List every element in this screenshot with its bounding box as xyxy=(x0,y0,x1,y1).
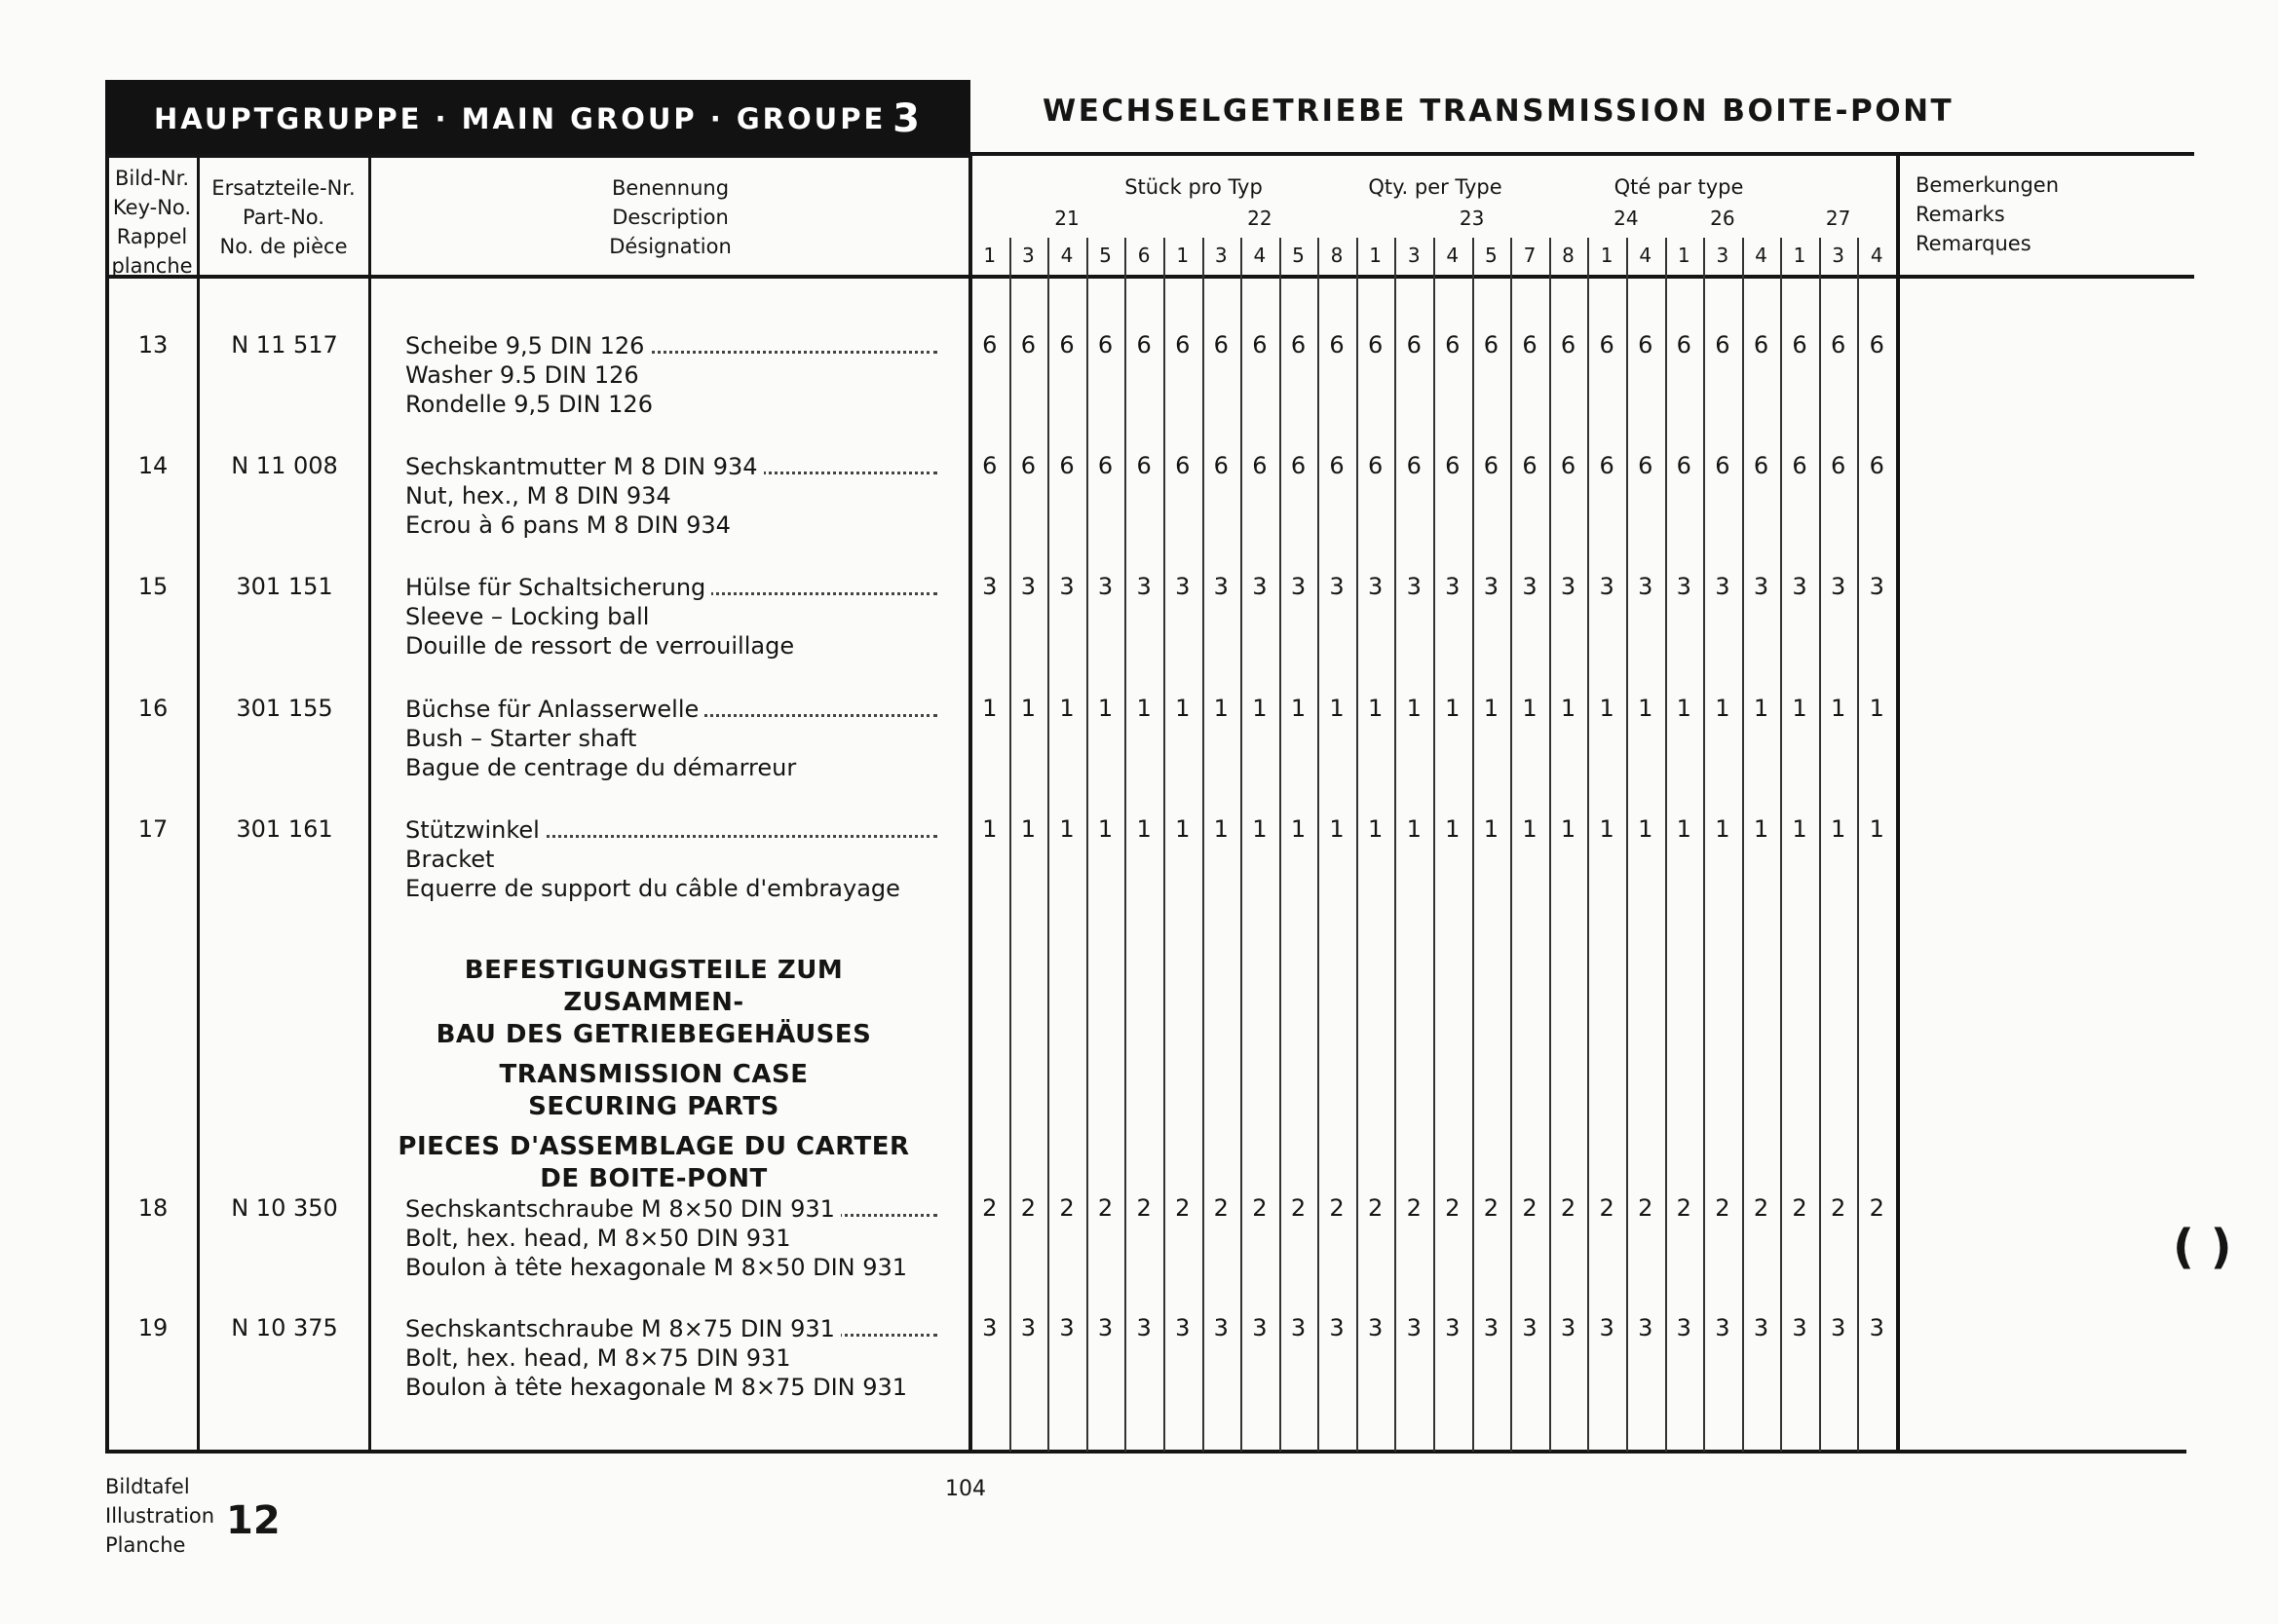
plate-number: 12 xyxy=(226,1498,281,1543)
qty-value: 3 xyxy=(1406,573,1422,600)
type-group-label: 22 xyxy=(1247,207,1272,230)
type-sub-label: 6 xyxy=(1137,244,1151,267)
qty-value: 3 xyxy=(1020,1314,1037,1341)
qty-value: 6 xyxy=(1869,331,1884,359)
qty-value: 3 xyxy=(1290,1314,1307,1341)
qty-col-line xyxy=(1703,238,1705,1452)
qty-col-line xyxy=(1009,238,1011,1452)
main-group-banner xyxy=(105,80,970,158)
qty-value: 1 xyxy=(982,695,998,722)
qty-value: 1 xyxy=(1445,695,1461,722)
qty-value: 6 xyxy=(1445,452,1461,479)
qty-value: 3 xyxy=(1445,573,1461,600)
qty-label-en: Qty. per Type xyxy=(1368,175,1502,199)
qty-value: 6 xyxy=(1252,331,1268,359)
qty-value: 2 xyxy=(1136,1194,1152,1222)
qty-value: 6 xyxy=(1367,331,1384,359)
qty-value: 3 xyxy=(1213,1314,1229,1341)
qty-value: 2 xyxy=(1367,1194,1384,1222)
type-group-label: 26 xyxy=(1710,207,1735,230)
qty-value: 6 xyxy=(1059,452,1075,479)
qty-value: 3 xyxy=(1329,1314,1345,1341)
part-number: 301 151 xyxy=(236,573,333,600)
qty-value: 6 xyxy=(1175,331,1191,359)
type-sub-label: 1 xyxy=(1600,244,1614,267)
qty-value: 2 xyxy=(1175,1194,1191,1222)
description-line: Hülse für Schaltsicherung xyxy=(405,573,711,602)
qty-value: 1 xyxy=(1715,815,1730,843)
qty-value: 6 xyxy=(1676,331,1691,359)
qty-col-line xyxy=(1279,238,1281,1452)
description-line: Equerre de support du câble d'embrayage xyxy=(405,874,906,903)
type-sub-label: 3 xyxy=(1214,244,1228,267)
qty-value: 1 xyxy=(1445,815,1461,843)
qty-value: 3 xyxy=(1290,573,1307,600)
type-sub-label: 4 xyxy=(1060,244,1074,267)
qty-value: 3 xyxy=(1676,573,1691,600)
qty-value: 1 xyxy=(1290,815,1307,843)
type-sub-label: 7 xyxy=(1523,244,1537,267)
plate-labels: Bildtafel Illustration Planche xyxy=(105,1475,215,1557)
qty-value: 6 xyxy=(1329,331,1345,359)
qty-col-line xyxy=(1742,238,1744,1452)
column-header-rule xyxy=(105,275,2194,279)
qty-value: 3 xyxy=(1715,1314,1730,1341)
header-rule-right xyxy=(970,152,2194,156)
col-divider-part xyxy=(368,156,371,1452)
qty-value: 6 xyxy=(1329,452,1345,479)
col-divider-key xyxy=(197,156,200,1452)
part-number: N 10 375 xyxy=(231,1314,338,1341)
description-line: Rondelle 9,5 DIN 126 xyxy=(405,390,659,419)
description-line: Bolt, hex. head, M 8×75 DIN 931 xyxy=(405,1343,797,1373)
qty-value: 6 xyxy=(1290,452,1307,479)
type-sub-label: 1 xyxy=(1793,244,1806,267)
qty-value: 6 xyxy=(1715,452,1730,479)
qty-value: 6 xyxy=(1483,331,1500,359)
qty-value: 1 xyxy=(1097,815,1114,843)
qty-value: 1 xyxy=(1676,695,1691,722)
qty-value: 3 xyxy=(1792,573,1807,600)
qty-col-line xyxy=(1587,238,1589,1452)
header-rule-left xyxy=(105,154,970,158)
qty-value: 6 xyxy=(982,452,998,479)
qty-value: 3 xyxy=(982,1314,998,1341)
qty-value: 1 xyxy=(1792,815,1807,843)
type-group-label: 21 xyxy=(1054,207,1080,230)
qty-value: 2 xyxy=(1329,1194,1345,1222)
qty-col-line xyxy=(1510,238,1512,1452)
part-no-header: Ersatzteile-Nr. Part-No. No. de pièce xyxy=(211,176,356,258)
qty-value: 6 xyxy=(1792,452,1807,479)
qty-value: 1 xyxy=(1367,815,1384,843)
qty-value: 1 xyxy=(1097,695,1114,722)
qty-value: 2 xyxy=(1252,1194,1268,1222)
qty-value: 1 xyxy=(1367,695,1384,722)
qty-value: 3 xyxy=(1792,1314,1807,1341)
description-line: Bracket xyxy=(405,845,500,874)
qty-value: 1 xyxy=(1252,695,1268,722)
qty-value: 6 xyxy=(1406,452,1422,479)
qty-value: 3 xyxy=(1097,573,1114,600)
qty-value: 6 xyxy=(1599,452,1614,479)
qty-value: 2 xyxy=(1792,1194,1807,1222)
qty-value: 1 xyxy=(1252,815,1268,843)
qty-value: 2 xyxy=(1522,1194,1538,1222)
key-number: 15 xyxy=(137,573,169,600)
qty-value: 2 xyxy=(1869,1194,1884,1222)
qty-value: 2 xyxy=(1097,1194,1114,1222)
qty-value: 1 xyxy=(1522,695,1538,722)
qty-col-line xyxy=(1124,238,1126,1452)
qty-value: 3 xyxy=(1252,573,1268,600)
type-sub-label: 4 xyxy=(1755,244,1767,267)
type-sub-label: 3 xyxy=(1407,244,1421,267)
qty-value: 1 xyxy=(1869,695,1884,722)
qty-value: 3 xyxy=(1830,1314,1846,1341)
key-number: 14 xyxy=(137,452,169,479)
description-line: Boulon à tête hexagonale M 8×75 DIN 931 xyxy=(405,1373,913,1402)
description-line: Douille de ressort de verrouillage xyxy=(405,631,800,661)
qty-value: 6 xyxy=(1097,331,1114,359)
section-heading: BEFESTIGUNGSTEILE ZUM ZUSAMMEN- BAU DES GETRIEBEGEHÄUSES TRANSMISSION CASE SECURING PARTS PIECES D'ASSEMBLAGE DU CARTER DE BOITE-PONT xyxy=(398,956,910,1193)
qty-value: 3 xyxy=(1483,573,1500,600)
qty-value: 6 xyxy=(1869,452,1884,479)
type-sub-label: 4 xyxy=(1446,244,1460,267)
qty-value: 3 xyxy=(1213,573,1229,600)
qty-col-line xyxy=(1819,238,1821,1452)
description-line: Washer 9.5 DIN 126 xyxy=(405,360,645,390)
qty-value: 1 xyxy=(1560,815,1576,843)
description-line: Sechskantschraube M 8×75 DIN 931 xyxy=(405,1314,841,1343)
qty-value: 3 xyxy=(1406,1314,1422,1341)
qty-value: 2 xyxy=(982,1194,998,1222)
key-number: 17 xyxy=(137,815,169,843)
qty-col-line xyxy=(1549,238,1551,1452)
qty-value: 3 xyxy=(1252,1314,1268,1341)
qty-value: 3 xyxy=(1715,573,1730,600)
qty-value: 6 xyxy=(1522,331,1538,359)
qty-value: 1 xyxy=(1599,695,1614,722)
qty-value: 6 xyxy=(1406,331,1422,359)
description-line: Scheibe 9,5 DIN 126 xyxy=(405,331,650,360)
qty-value: 3 xyxy=(1753,573,1769,600)
table-bottom-rule xyxy=(105,1450,2186,1454)
key-no-header: Bild-Nr. Key-No. Rappel planche xyxy=(111,167,193,278)
qty-value: 1 xyxy=(1020,815,1037,843)
qty-value: 1 xyxy=(1830,695,1846,722)
qty-value: 1 xyxy=(1020,695,1037,722)
qty-value: 6 xyxy=(1445,331,1461,359)
qty-value: 2 xyxy=(1638,1194,1653,1222)
qty-value: 6 xyxy=(1136,331,1152,359)
qty-value: 3 xyxy=(1869,1314,1884,1341)
qty-value: 1 xyxy=(1753,815,1769,843)
description-line: Sechskantschraube M 8×50 DIN 931 xyxy=(405,1194,841,1224)
qty-value: 1 xyxy=(1715,695,1730,722)
type-group-label: 27 xyxy=(1825,207,1851,230)
qty-value: 3 xyxy=(1097,1314,1114,1341)
qty-value: 3 xyxy=(1020,573,1037,600)
qty-value: 1 xyxy=(1136,695,1152,722)
qty-value: 6 xyxy=(1560,331,1576,359)
qty-value: 6 xyxy=(1213,452,1229,479)
qty-value: 3 xyxy=(1869,573,1884,600)
qty-value: 6 xyxy=(1252,452,1268,479)
type-sub-label: 8 xyxy=(1562,244,1575,267)
qty-value: 3 xyxy=(1522,1314,1538,1341)
qty-value: 6 xyxy=(1097,452,1114,479)
qty-value: 6 xyxy=(1753,452,1769,479)
description-line: Nut, hex., M 8 DIN 934 xyxy=(405,481,677,510)
qty-value: 3 xyxy=(1136,1314,1152,1341)
qty-value: 1 xyxy=(1406,815,1422,843)
qty-value: 3 xyxy=(1175,573,1191,600)
part-number: N 11 517 xyxy=(231,331,338,359)
part-number: N 11 008 xyxy=(231,452,338,479)
qty-value: 3 xyxy=(1638,573,1653,600)
qty-col-line xyxy=(1047,238,1049,1452)
qty-value: 2 xyxy=(1406,1194,1422,1222)
qty-value: 1 xyxy=(1792,695,1807,722)
type-sub-label: 3 xyxy=(1022,244,1035,267)
part-number: 301 155 xyxy=(236,695,333,722)
type-sub-label: 4 xyxy=(1870,244,1883,267)
description-header: Benennung Description Désignation xyxy=(609,176,732,258)
qty-value: 2 xyxy=(1560,1194,1576,1222)
col-divider-remarks xyxy=(1896,156,1900,1452)
qty-value: 6 xyxy=(1599,331,1614,359)
qty-value: 3 xyxy=(1136,573,1152,600)
qty-value: 1 xyxy=(1059,815,1075,843)
qty-value: 3 xyxy=(1599,573,1614,600)
qty-col-line xyxy=(1433,238,1435,1452)
qty-value: 1 xyxy=(1638,695,1653,722)
qty-value: 3 xyxy=(1175,1314,1191,1341)
description-line: Bague de centrage du démarreur xyxy=(405,753,802,782)
qty-label-de: Stück pro Typ xyxy=(1124,175,1263,199)
qty-value: 3 xyxy=(1367,573,1384,600)
qty-value: 6 xyxy=(1059,331,1075,359)
type-sub-label: 1 xyxy=(983,244,997,267)
description-line: Boulon à tête hexagonale M 8×50 DIN 931 xyxy=(405,1253,913,1282)
qty-value: 6 xyxy=(1676,452,1691,479)
qty-value: 3 xyxy=(1830,573,1846,600)
qty-value: 1 xyxy=(1329,815,1345,843)
key-number: 13 xyxy=(137,331,169,359)
type-sub-label: 8 xyxy=(1330,244,1344,267)
qty-value: 6 xyxy=(1483,452,1500,479)
qty-value: 3 xyxy=(1753,1314,1769,1341)
qty-value: 2 xyxy=(1753,1194,1769,1222)
qty-col-line xyxy=(1202,238,1204,1452)
qty-value: 2 xyxy=(1599,1194,1614,1222)
qty-value: 2 xyxy=(1290,1194,1307,1222)
qty-col-line xyxy=(1780,238,1782,1452)
part-number: 301 161 xyxy=(236,815,333,843)
qty-value: 6 xyxy=(1638,452,1653,479)
qty-value: 3 xyxy=(1599,1314,1614,1341)
qty-value: 1 xyxy=(982,815,998,843)
main-group-label: HAUPTGRUPPE · MAIN GROUP · GROUPE xyxy=(154,102,887,135)
qty-value: 6 xyxy=(1560,452,1576,479)
qty-value: 1 xyxy=(1290,695,1307,722)
type-sub-label: 5 xyxy=(1099,244,1112,267)
qty-label-fr: Qté par type xyxy=(1614,175,1744,199)
type-sub-label: 5 xyxy=(1292,244,1305,267)
qty-value: 1 xyxy=(1869,815,1884,843)
qty-value: 2 xyxy=(1830,1194,1846,1222)
type-sub-label: 1 xyxy=(1176,244,1190,267)
type-sub-label: 3 xyxy=(1716,244,1729,267)
qty-value: 6 xyxy=(1792,331,1807,359)
qty-value: 3 xyxy=(1329,573,1345,600)
qty-value: 3 xyxy=(1560,1314,1576,1341)
qty-value: 1 xyxy=(1213,695,1229,722)
qty-value: 6 xyxy=(1638,331,1653,359)
type-group-label: 24 xyxy=(1614,207,1639,230)
qty-value: 3 xyxy=(1560,573,1576,600)
qty-value: 1 xyxy=(1175,815,1191,843)
qty-value: 3 xyxy=(1676,1314,1691,1341)
qty-value: 3 xyxy=(1367,1314,1384,1341)
qty-value: 1 xyxy=(1676,815,1691,843)
qty-value: 3 xyxy=(982,573,998,600)
qty-value: 2 xyxy=(1059,1194,1075,1222)
qty-value: 1 xyxy=(1483,815,1500,843)
qty-value: 6 xyxy=(982,331,998,359)
qty-value: 1 xyxy=(1638,815,1653,843)
qty-value: 2 xyxy=(1445,1194,1461,1222)
qty-col-line xyxy=(1394,238,1396,1452)
qty-value: 3 xyxy=(1638,1314,1653,1341)
qty-value: 3 xyxy=(1059,1314,1075,1341)
type-sub-label: 5 xyxy=(1485,244,1498,267)
qty-col-line xyxy=(1665,238,1667,1452)
qty-value: 3 xyxy=(1483,1314,1500,1341)
qty-value: 1 xyxy=(1599,815,1614,843)
part-number: N 10 350 xyxy=(231,1194,338,1222)
qty-value: 6 xyxy=(1136,452,1152,479)
qty-value: 6 xyxy=(1020,452,1037,479)
qty-value: 6 xyxy=(1367,452,1384,479)
qty-col-line xyxy=(1317,238,1319,1452)
qty-value: 2 xyxy=(1483,1194,1500,1222)
qty-value: 1 xyxy=(1522,815,1538,843)
page-number: 104 xyxy=(945,1477,986,1501)
qty-value: 6 xyxy=(1175,452,1191,479)
qty-col-line xyxy=(1472,238,1474,1452)
description-line: Sechskantmutter M 8 DIN 934 xyxy=(405,452,764,481)
qty-value: 1 xyxy=(1560,695,1576,722)
qty-value: 2 xyxy=(1676,1194,1691,1222)
qty-value: 1 xyxy=(1136,815,1152,843)
margin-bracket-mark: ( ) xyxy=(2173,1220,2232,1274)
description-line: Stützwinkel xyxy=(405,815,546,845)
qty-value: 3 xyxy=(1445,1314,1461,1341)
key-number: 18 xyxy=(137,1194,169,1222)
qty-value: 3 xyxy=(1522,573,1538,600)
description-line: Büchse für Anlasserwelle xyxy=(405,695,704,724)
qty-col-line xyxy=(1086,238,1088,1452)
qty-value: 6 xyxy=(1830,331,1846,359)
qty-value: 6 xyxy=(1522,452,1538,479)
group-number: 3 xyxy=(892,96,920,141)
qty-value: 1 xyxy=(1406,695,1422,722)
qty-value: 2 xyxy=(1020,1194,1037,1222)
type-sub-label: 1 xyxy=(1677,244,1690,267)
key-number: 16 xyxy=(137,695,169,722)
qty-col-line xyxy=(1356,238,1358,1452)
qty-value: 1 xyxy=(1483,695,1500,722)
type-sub-label: 1 xyxy=(1369,244,1382,267)
description-line: Bolt, hex. head, M 8×50 DIN 931 xyxy=(405,1224,797,1253)
qty-value: 6 xyxy=(1290,331,1307,359)
qty-value: 1 xyxy=(1175,695,1191,722)
page-title: WECHSELGETRIEBE TRANSMISSION BOITE-PONT xyxy=(1043,94,1955,129)
qty-value: 1 xyxy=(1329,695,1345,722)
qty-value: 6 xyxy=(1213,331,1229,359)
type-sub-label: 4 xyxy=(1253,244,1267,267)
qty-value: 1 xyxy=(1753,695,1769,722)
qty-col-line xyxy=(1857,238,1859,1452)
remarks-header: Bemerkungen Remarks Remarques xyxy=(1916,173,2060,255)
qty-value: 6 xyxy=(1753,331,1769,359)
key-number: 19 xyxy=(137,1314,169,1341)
qty-col-line xyxy=(1163,238,1165,1452)
qty-value: 2 xyxy=(1213,1194,1229,1222)
description-line: Ecrou à 6 pans M 8 DIN 934 xyxy=(405,510,737,540)
qty-value: 6 xyxy=(1830,452,1846,479)
qty-value: 3 xyxy=(1059,573,1075,600)
description-line: Sleeve – Locking ball xyxy=(405,602,655,631)
type-sub-label: 3 xyxy=(1832,244,1844,267)
qty-col-line xyxy=(1626,238,1628,1452)
qty-value: 1 xyxy=(1213,815,1229,843)
qty-value: 1 xyxy=(1830,815,1846,843)
type-group-label: 23 xyxy=(1459,207,1485,230)
qty-value: 2 xyxy=(1715,1194,1730,1222)
qty-value: 1 xyxy=(1059,695,1075,722)
description-line: Bush – Starter shaft xyxy=(405,724,642,753)
type-sub-label: 4 xyxy=(1639,244,1652,267)
qty-value: 6 xyxy=(1020,331,1037,359)
qty-col-line xyxy=(1240,238,1242,1452)
qty-value: 6 xyxy=(1715,331,1730,359)
